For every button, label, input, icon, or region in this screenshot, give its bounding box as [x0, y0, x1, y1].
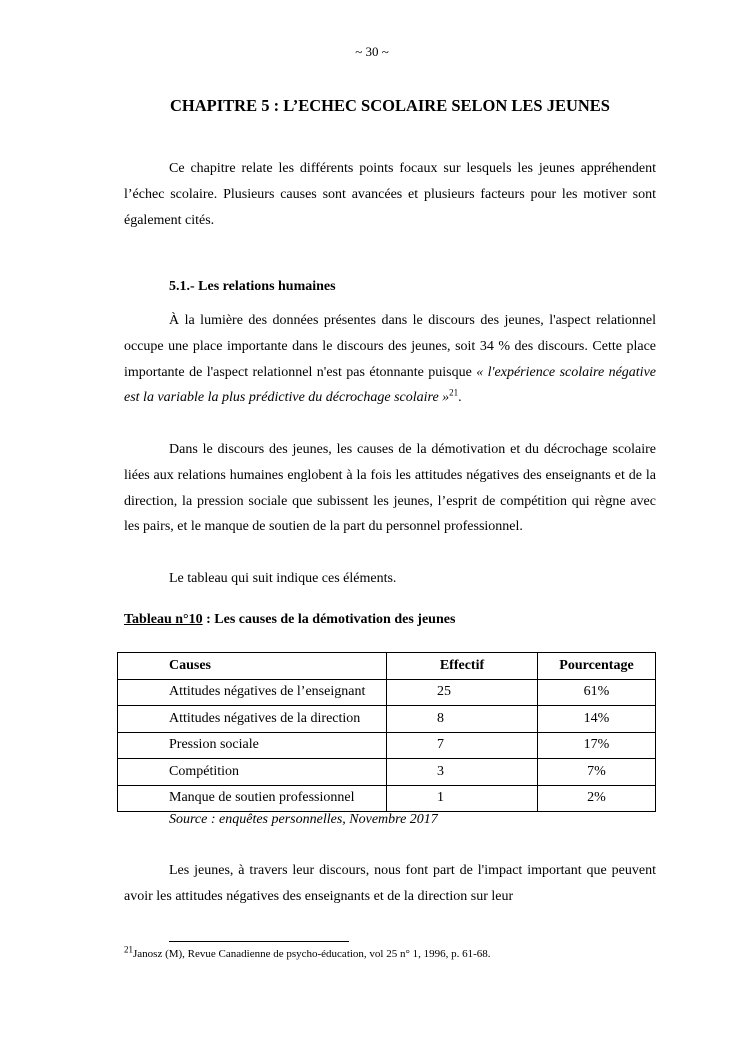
- header-pourcentage: Pourcentage: [537, 653, 655, 680]
- effectif-cell: 3: [387, 759, 538, 786]
- effectif-cell: 8: [387, 706, 538, 733]
- paragraph-impact: Les jeunes, à travers leur discours, nous font part de l'impact important que peuvent avoir les attitudes négatives des enseignants et de la direction sur leur: [124, 863, 656, 904]
- pourcentage-cell: 14%: [537, 706, 655, 733]
- quote: « l'expérience scolaire négative est la variable la plus prédictive du décrochage scolaire »: [124, 364, 656, 406]
- footnote-ref: 21: [449, 387, 459, 398]
- section-title: 5.1.- Les relations humaines: [169, 279, 336, 294]
- table-row: [118, 785, 656, 812]
- cause-cell: Pression sociale: [118, 732, 387, 759]
- causes-table: [117, 652, 656, 812]
- pourcentage-cell: 7%: [537, 759, 655, 786]
- intro-paragraph: Ce chapitre relate les différents points focaux sur lesquels les jeunes appréhendent l’échec scolaire. Plusieurs causes sont avancées et plusieurs facteurs pour les motiver sont également cités.: [124, 161, 656, 228]
- footnote-text: Janosz (M), Revue Canadienne de psycho-éducation, vol 25 n° 1, 1996, p. 61-68.: [133, 948, 491, 960]
- table-row: [118, 706, 656, 733]
- table-header-row: [118, 653, 656, 680]
- cause-cell: Attitudes négatives de l’enseignant: [118, 679, 387, 706]
- footnote-divider: [169, 941, 349, 942]
- chapter-title: CHAPITRE 5 : L’ECHEC SCOLAIRE SELON LES JEUNES: [170, 96, 610, 115]
- cause-cell: Attitudes négatives de la direction: [118, 706, 387, 733]
- table-source: Source : enquêtes personnelles, Novembre 2017: [169, 812, 438, 827]
- table-row: [118, 759, 656, 786]
- cause-cell: Manque de soutien professionnel: [118, 785, 387, 812]
- page-number: ~ 30 ~: [355, 44, 389, 59]
- pourcentage-cell: 17%: [537, 732, 655, 759]
- header-causes: Causes: [118, 653, 387, 680]
- paragraph-table-intro: Le tableau qui suit indique ces éléments.: [169, 571, 397, 586]
- paragraph-causes: Dans le discours des jeunes, les causes de la démotivation et du décrochage scolaire liées aux relations humaines englobent à la fois les attitudes négatives des enseignants et de la direction, la pression sociale que subissent les jeunes, l’esprit de compétition qui règne avec les pairs, et le manque de soutien de la part du personnel professionnel.: [124, 442, 656, 535]
- footnote-number: 21: [124, 944, 133, 955]
- effectif-cell: 1: [387, 785, 538, 812]
- pourcentage-cell: 2%: [537, 785, 655, 812]
- effectif-cell: 7: [387, 732, 538, 759]
- paragraph-relational-text: À la lumière des données présentes dans le discours des jeunes, l'aspect relationnel occupe une place importante dans le discours des jeunes, soit 34 % des discours. Cette place importante de l'aspect relationnel n'est pas étonnante puisque: [124, 313, 656, 380]
- table-caption: [124, 612, 455, 628]
- header-effectif: Effectif: [387, 653, 538, 680]
- table-row: [118, 732, 656, 759]
- effectif-cell: 25: [387, 679, 538, 706]
- table-caption-text: : Les causes de la démotivation des jeunes: [202, 612, 456, 627]
- footnote: [124, 944, 491, 960]
- table-caption-label: Tableau n°10: [124, 612, 203, 627]
- cause-cell: Compétition: [118, 759, 387, 786]
- paragraph-relational: [124, 308, 656, 411]
- pourcentage-cell: 61%: [537, 679, 655, 706]
- paragraph-relational-end: .: [458, 390, 462, 406]
- table-row: [118, 679, 656, 706]
